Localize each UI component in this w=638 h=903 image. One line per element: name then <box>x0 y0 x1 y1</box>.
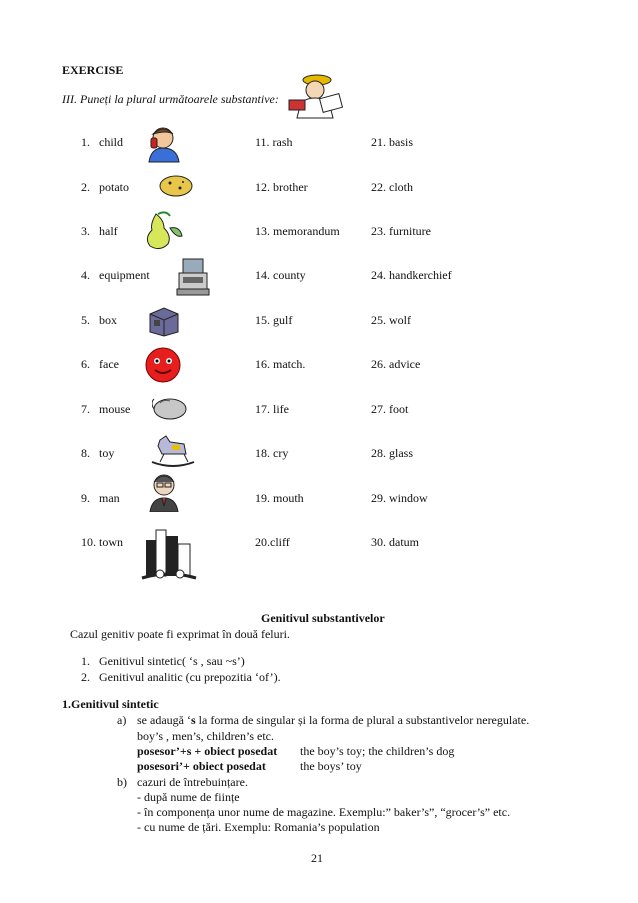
word-item: 15. gulf <box>255 313 293 327</box>
rule-text: cazuri de întrebuințare. <box>137 775 248 789</box>
rocking-horse-icon <box>150 432 196 468</box>
usage-item: - cu nume de țări. Exemplu: Romania’s population <box>137 820 380 834</box>
word-item: 23. furniture <box>371 224 431 238</box>
word-item: 27. foot <box>371 402 409 416</box>
row-number: 5. <box>81 313 90 327</box>
word-item: 28. glass <box>371 446 413 460</box>
potato-icon <box>158 174 194 198</box>
rule-example: the boys’ toy <box>300 759 362 773</box>
half-pear-icon <box>140 208 184 252</box>
row-number: 3. <box>81 224 90 238</box>
word-item: equipment <box>99 268 150 282</box>
computer-mouse-icon <box>152 395 188 421</box>
list-item: Genitivul analitic (cu prepozitia ‘of’). <box>99 670 281 684</box>
rule-formula: posesori’+ obiect posedat <box>137 759 266 773</box>
word-item: child <box>99 135 123 149</box>
page-number: 21 <box>311 851 323 865</box>
list-number: 2. <box>81 670 90 684</box>
word-item: potato <box>99 180 129 194</box>
subsection-title: 1.Genitivul sintetic <box>62 697 159 711</box>
word-item: toy <box>99 446 115 460</box>
word-item: 12. brother <box>255 180 308 194</box>
row-number: 7. <box>81 402 90 416</box>
item-label: a) <box>117 713 127 727</box>
row-number: 10. <box>81 535 96 549</box>
intro-text: Cazul genitiv poate fi exprimat în două feluri. <box>70 627 290 641</box>
word-item: 14. county <box>255 268 306 282</box>
row-number: 6. <box>81 357 90 371</box>
row-number: 4. <box>81 268 90 282</box>
usage-item: - în componența unor nume de magazine. Exemplu:” baker’s”, “grocer’s” etc. <box>137 805 511 819</box>
list-number: 1. <box>81 654 90 668</box>
word-item: 17. life <box>255 402 289 416</box>
word-item: box <box>99 313 117 327</box>
word-item: half <box>99 224 118 238</box>
word-item: 19. mouth <box>255 491 304 505</box>
rule-example: the boy’s toy; the children’s dog <box>300 744 455 758</box>
exercise-instruction: III. Puneți la plural următoarele substantive: <box>62 92 279 106</box>
man-portrait-icon <box>146 470 182 512</box>
word-item: man <box>99 491 120 505</box>
item-label: b) <box>117 775 127 789</box>
rule-formula: posesor’+s + obiect posedat <box>137 744 278 758</box>
word-item: 16. match. <box>255 357 306 371</box>
list-item: Genitivul sintetic( ‘s , sau ~s’) <box>99 654 245 668</box>
word-item: 26. advice <box>371 357 421 371</box>
examples-text: boy’s , men’s, children’s etc. <box>137 729 274 743</box>
row-number: 1. <box>81 135 90 149</box>
word-item: 20.cliff <box>255 535 290 549</box>
word-item: 18. cry <box>255 446 289 460</box>
word-item: mouse <box>99 402 131 416</box>
red-face-icon <box>144 346 182 384</box>
word-item: 29. window <box>371 491 428 505</box>
word-item: 21. basis <box>371 135 413 149</box>
office-equipment-icon <box>175 257 211 297</box>
word-item: 25. wolf <box>371 313 411 327</box>
word-item: 22. cloth <box>371 180 413 194</box>
clerk-clipart-icon <box>287 72 345 120</box>
word-item: 11. rash <box>255 135 293 149</box>
word-item: 24. handkerchief <box>371 268 452 282</box>
exercise-title: EXERCISE <box>62 63 124 77</box>
town-buildings-icon <box>140 522 198 582</box>
row-number: 8. <box>81 446 90 460</box>
row-number: 9. <box>81 491 90 505</box>
word-item: 30. datum <box>371 535 419 549</box>
usage-item: - după nume de ființe <box>137 790 240 804</box>
word-item: 13. memorandum <box>255 224 340 238</box>
word-item: face <box>99 357 119 371</box>
word-item: town <box>99 535 123 549</box>
box-icon <box>146 304 182 338</box>
section-heading: Genitivul substantivelor <box>261 611 385 625</box>
child-on-phone-icon <box>143 124 183 164</box>
row-number: 2. <box>81 180 90 194</box>
rule-text: se adaugă ‘s la forma de singular și la forma de plural a substantivelor neregulate. <box>137 713 530 727</box>
